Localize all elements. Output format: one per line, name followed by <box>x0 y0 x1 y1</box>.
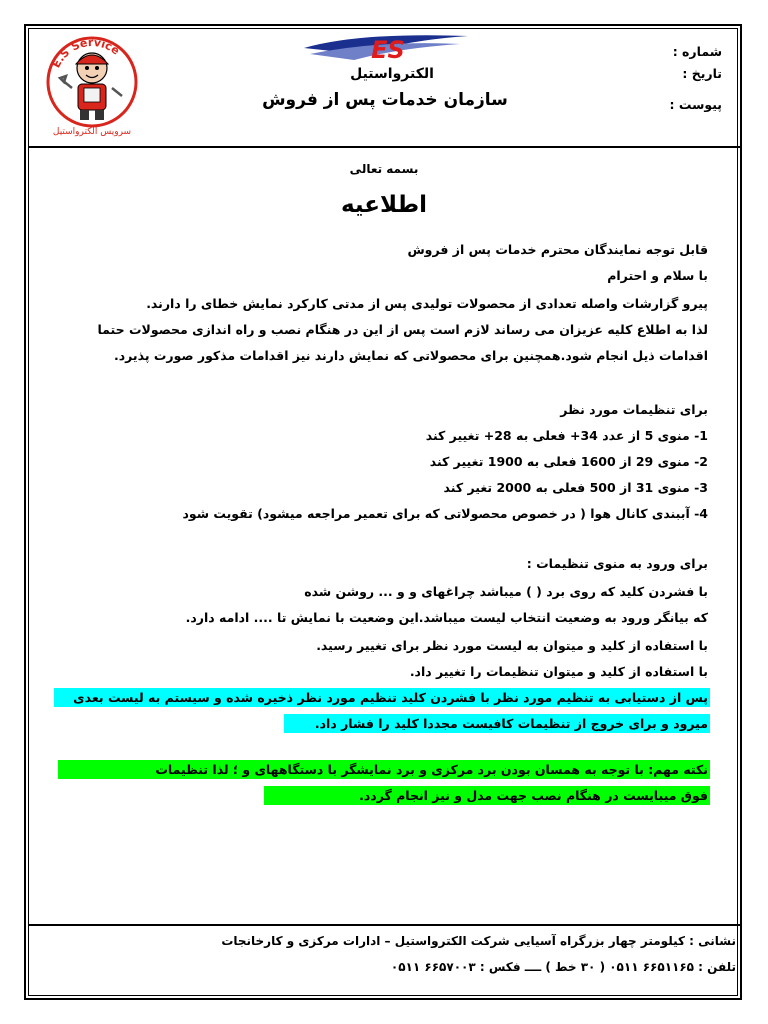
menu-line-4: با استفاده از کلید و میتوان تنظیمات را تغییر داد. <box>409 664 708 679</box>
basmala: بسمه تعالی <box>349 162 419 176</box>
mascot-ring-text: E.S Service <box>49 35 123 71</box>
menu-line-2: که بیانگر ورود به وضعیت انتخاب لیست میباشد.این وضعیت با نمایش تا .... ادامه دارد. <box>185 610 708 625</box>
doc-title: اطلاعیه <box>340 192 428 218</box>
menu-heading: برای ورود به منوی تنظیمات : <box>526 556 708 571</box>
attachment-label: پیوست : <box>669 97 722 112</box>
date-label: تاریخ : <box>682 66 722 81</box>
paragraph-3: اقدامات ذیل انجام شود.همچنین برای محصولاتی که نمایش دارند نیز اقدامات مذکور صورت پذیرد. <box>113 348 708 363</box>
logo-letters: ES <box>371 36 405 64</box>
es-service-mascot-logo <box>36 30 148 140</box>
settings-item-4: 4- آببندی کانال هوا ( در خصوص محصولاتی که برای تعمیر مراجعه میشود) تقویت شود <box>182 506 708 521</box>
settings-heading: برای تنظیمات مورد نظر <box>560 402 708 417</box>
electrosteel-brand-logo <box>300 28 472 84</box>
paragraph-1: پیرو گزارشات واصله تعدادی از محصولات تولیدی پس از مدتی کارکرد نمایش خطای را دارند. <box>146 296 708 311</box>
highlighted-note-cyan-1: پس از دستیابی به تنظیم مورد نظر با فشردن کلید تنظیم مورد نظر ذخیره شده و سیستم به لیست بعدی <box>54 688 710 707</box>
footer-divider <box>28 924 740 926</box>
footer-address: نشانی : کیلومتر چهار بزرگراه آسیایی شرکت الکترواستیل – ادارات مرکزی و کارخانجات <box>221 934 736 948</box>
logo-text: الكترواستيل <box>350 66 434 82</box>
highlighted-note-cyan-2: میرود و برای خروج از تنظیمات کافیست مجددا کلید را فشار داد. <box>284 714 710 733</box>
menu-line-1: با فشردن کلید که روی برد ( ) میباشد چراغهای و و ... روشن شده <box>304 584 708 599</box>
number-label: شماره : <box>672 44 722 59</box>
settings-item-2: 2- منوی 29 از 1600 فعلی به 1900 تغییر کند <box>429 454 708 469</box>
menu-line-3: با استفاده از کلید و میتوان به لیست مورد نظر برای تغییر رسید. <box>316 638 708 653</box>
paragraph-2: لذا به اطلاع کلیه عزیزان می رساند لازم است پس از این در هنگام نصب و راه اندازی محصولات حتما <box>97 322 708 337</box>
mascot-caption: سرويس الكترواستيل <box>52 127 132 137</box>
settings-item-1: 1- منوی 5 از عدد 34+ فعلی به 28+ تغییر کند <box>425 428 708 443</box>
footer-phone: تلفن : ۶۶۵۱۱۶۵ ۰۵۱۱ ( ۳۰ خط ) ــــ فکس : ۶۶۵۷۰۰۳ ۰۵۱۱ <box>390 960 736 974</box>
greeting: با سلام و احترام <box>607 268 708 283</box>
addressee: قابل توجه نمایندگان محترم خدمات پس از فروش <box>407 242 708 257</box>
header-divider <box>28 146 740 148</box>
settings-item-3: 3- منوی 31 از 500 فعلی به 2000 تغیر کند <box>443 480 708 495</box>
important-note-green-1: نکته مهم: با توجه به همسان بودن برد مرکزی و برد نمایشگر با دستگاههای و ؛ لذا تنظیمات <box>58 760 710 779</box>
important-note-green-2: فوق میبایست در هنگام نصب جهت مدل و نیز انجام گردد. <box>264 786 710 805</box>
org-title: سازمان خدمات پس از فروش <box>262 90 508 110</box>
